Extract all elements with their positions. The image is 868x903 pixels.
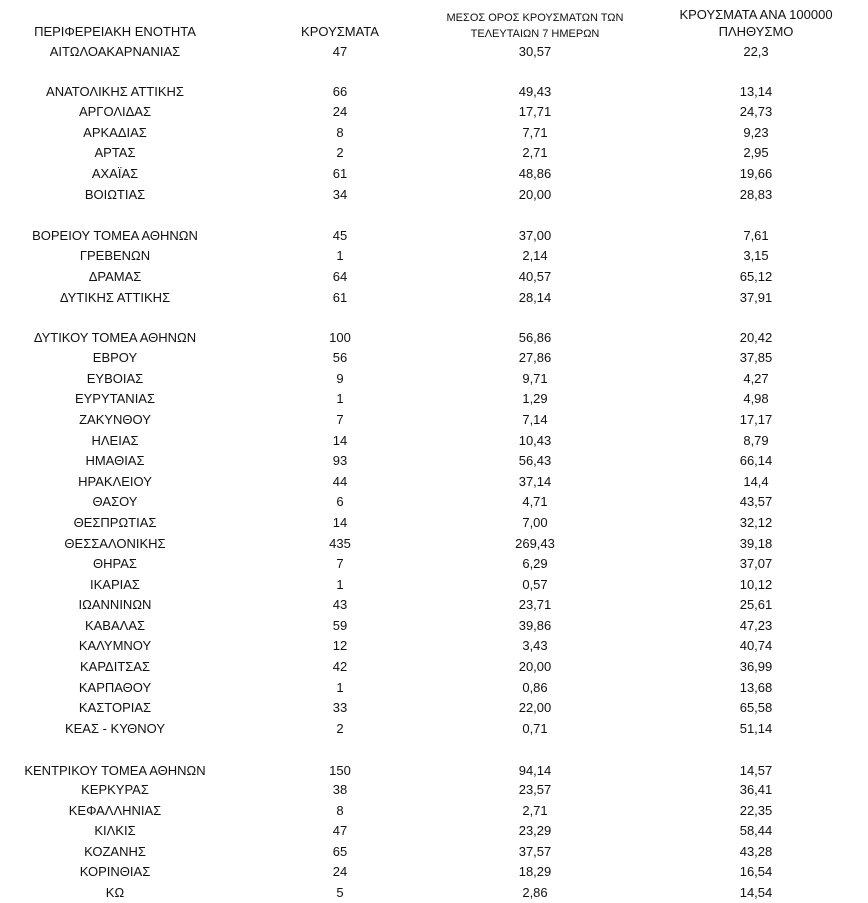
cell-region: ΚΑΛΥΜΝΟΥ — [78, 638, 152, 653]
cell-region: ΒΟΙΩΤΙΑΣ — [84, 187, 146, 202]
cell-cases: 34 — [332, 187, 348, 202]
cell-per: 13,14 — [739, 84, 773, 99]
table-row — [0, 348, 868, 368]
cell-cases: 150 — [329, 763, 351, 778]
table-row — [0, 719, 868, 739]
cell-cases: 1 — [336, 680, 344, 695]
cell-region: ΙΚΑΡΙΑΣ — [90, 577, 140, 592]
cell-cases: 24 — [332, 104, 348, 119]
cell-cases: 59 — [332, 618, 348, 633]
cell-per: 47,23 — [739, 618, 773, 633]
cell-per: 10,12 — [739, 577, 773, 592]
cell-avg: 23,29 — [518, 823, 552, 838]
table-row — [0, 534, 868, 554]
cell-per: 65,58 — [739, 700, 773, 715]
cell-avg: 48,86 — [518, 166, 552, 181]
cell-avg: 269,43 — [515, 536, 555, 551]
cell-region: ΚΕΑΣ - ΚΥΘΝΟΥ — [64, 721, 166, 736]
cell-cases: 8 — [336, 803, 344, 818]
cell-avg: 22,00 — [518, 700, 552, 715]
cell-cases: 1 — [336, 248, 344, 263]
cell-per: 39,18 — [739, 536, 773, 551]
cell-region: ΑΝΑΤΟΛΙΚΗΣ ΑΤΤΙΚΗΣ — [46, 84, 184, 99]
cell-avg: 0,57 — [522, 577, 548, 592]
cell-region: ΚΑΒΑΛΑΣ — [84, 618, 146, 633]
cell-cases: 14 — [332, 515, 348, 530]
cell-avg: 28,14 — [518, 290, 552, 305]
cell-avg: 27,86 — [518, 350, 552, 365]
cell-cases: 2 — [336, 721, 344, 736]
cell-cases: 14 — [332, 433, 348, 448]
table-row — [0, 616, 868, 636]
cell-avg: 23,57 — [518, 782, 552, 797]
cell-avg: 17,71 — [518, 104, 552, 119]
header-avg-line1: ΜΕΣΟΣ ΟΡΟΣ ΚΡΟΥΣΜΑΤΩΝ ΤΩΝ — [446, 12, 624, 24]
cell-region: ΗΜΑΘΙΑΣ — [85, 453, 145, 468]
table-row — [0, 123, 868, 143]
header-per-line1: ΚΡΟΥΣΜΑΤΑ ΑΝΑ 100000 — [679, 7, 833, 22]
cell-cases: 33 — [332, 700, 348, 715]
cell-per: 43,28 — [739, 844, 773, 859]
cell-avg: 94,14 — [518, 763, 552, 778]
cell-region: ΚΙΛΚΙΣ — [94, 823, 136, 838]
cell-per: 37,07 — [739, 556, 773, 571]
cell-region: ΗΡΑΚΛΕΙΟΥ — [78, 474, 152, 489]
table-row — [0, 554, 868, 574]
table-row — [0, 678, 868, 698]
table-row — [0, 821, 868, 841]
cell-cases: 64 — [332, 269, 348, 284]
table-row — [0, 164, 868, 184]
table-row — [0, 226, 868, 246]
cell-region: ΕΥΡΥΤΑΝΙΑΣ — [74, 391, 156, 406]
cell-avg: 20,00 — [518, 187, 552, 202]
table-row — [0, 143, 868, 163]
header-per-line2: ΠΛΗΘΥΣΜΟ — [718, 24, 794, 39]
table-row — [0, 389, 868, 409]
table-row — [0, 246, 868, 266]
cell-per: 3,15 — [743, 248, 769, 263]
cell-avg: 2,71 — [522, 145, 548, 160]
table-row — [0, 369, 868, 389]
cell-region: ΚΕΦΑΛΛΗΝΙΑΣ — [68, 803, 162, 818]
cell-region: ΔΥΤΙΚΗΣ ΑΤΤΙΚΗΣ — [59, 290, 171, 305]
cell-region: ΑΙΤΩΛΟΑΚΑΡΝΑΝΙΑΣ — [49, 44, 181, 59]
cell-cases: 93 — [332, 453, 348, 468]
cell-per: 4,27 — [743, 371, 769, 386]
cell-per: 13,68 — [739, 680, 773, 695]
cell-per: 14,57 — [739, 763, 773, 778]
cell-region: ΘΗΡΑΣ — [93, 556, 137, 571]
cell-avg: 2,71 — [522, 803, 548, 818]
cell-per: 14,4 — [743, 474, 769, 489]
cell-avg: 0,86 — [522, 680, 548, 695]
cell-cases: 435 — [329, 536, 351, 551]
cell-region: ΑΡΓΟΛΙΔΑΣ — [78, 104, 152, 119]
table-row — [0, 410, 868, 430]
header-avg-line2: ΤΕΛΕΥΤΑΙΩΝ 7 ΗΜΕΡΩΝ — [470, 28, 600, 40]
cell-cases: 12 — [332, 638, 348, 653]
cell-per: 8,79 — [743, 433, 769, 448]
cell-per: 37,91 — [739, 290, 773, 305]
table-row — [0, 185, 868, 205]
cell-avg: 40,57 — [518, 269, 552, 284]
table-row — [0, 595, 868, 615]
cell-avg: 56,86 — [518, 330, 552, 345]
table-row — [0, 42, 868, 62]
cell-cases: 7 — [336, 556, 344, 571]
cell-avg: 3,43 — [522, 638, 548, 653]
cell-avg: 2,14 — [522, 248, 548, 263]
cell-per: 58,44 — [739, 823, 773, 838]
table-row — [0, 575, 868, 595]
cell-region: ΘΕΣΠΡΩΤΙΑΣ — [73, 515, 157, 530]
table-row — [0, 657, 868, 677]
cell-region: ΒΟΡΕΙΟΥ ΤΟΜΕΑ ΑΘΗΝΩΝ — [32, 228, 198, 243]
cell-avg: 20,00 — [518, 659, 552, 674]
table-row — [0, 862, 868, 882]
cell-region: ΘΑΣΟΥ — [92, 494, 138, 509]
cell-region: ΚΑΡΔΙΤΣΑΣ — [79, 659, 151, 674]
table-row — [0, 761, 868, 781]
table-row — [0, 328, 868, 348]
cell-per: 37,85 — [739, 350, 773, 365]
cell-cases: 61 — [332, 290, 348, 305]
cell-cases: 9 — [336, 371, 344, 386]
cell-region: ΚΕΡΚΥΡΑΣ — [81, 782, 149, 797]
cell-avg: 4,71 — [522, 494, 548, 509]
cell-region: ΓΡΕΒΕΝΩΝ — [79, 248, 151, 263]
cell-cases: 65 — [332, 844, 348, 859]
table-row — [0, 492, 868, 512]
cell-avg: 37,00 — [518, 228, 552, 243]
cell-cases: 47 — [332, 44, 348, 59]
cell-per: 28,83 — [739, 187, 773, 202]
cell-region: ΑΡΤΑΣ — [94, 145, 136, 160]
cell-cases: 45 — [332, 228, 348, 243]
cell-cases: 1 — [336, 577, 344, 592]
cell-avg: 10,43 — [518, 433, 552, 448]
cell-avg: 37,57 — [518, 844, 552, 859]
cell-per: 36,41 — [739, 782, 773, 797]
cell-region: ΚΟΖΑΝΗΣ — [84, 844, 146, 859]
table-row — [0, 698, 868, 718]
cell-cases: 100 — [329, 330, 351, 345]
cell-per: 7,61 — [743, 228, 769, 243]
cell-cases: 56 — [332, 350, 348, 365]
cell-avg: 2,86 — [522, 885, 548, 900]
cell-avg: 23,71 — [518, 597, 552, 612]
table-row — [0, 780, 868, 800]
cell-region: ΑΡΚΑΔΙΑΣ — [83, 125, 147, 140]
cell-per: 36,99 — [739, 659, 773, 674]
cell-cases: 61 — [332, 166, 348, 181]
cell-region: ΗΛΕΙΑΣ — [91, 433, 139, 448]
cell-avg: 18,29 — [518, 864, 552, 879]
header-region: ΠΕΡΙΦΕΡΕΙΑΚΗ ΕΝΟΤΗΤΑ — [34, 24, 196, 39]
cell-region: ΙΩΑΝΝΙΝΩΝ — [78, 597, 152, 612]
cell-cases: 5 — [336, 885, 344, 900]
cell-per: 22,3 — [743, 44, 769, 59]
cell-per: 66,14 — [739, 453, 773, 468]
cell-avg: 1,29 — [522, 391, 548, 406]
cell-per: 19,66 — [739, 166, 773, 181]
cell-avg: 49,43 — [518, 84, 552, 99]
cell-cases: 7 — [336, 412, 344, 427]
table-row — [0, 883, 868, 903]
cell-region: ΚΟΡΙΝΘΙΑΣ — [79, 864, 151, 879]
cell-region: ΖΑΚΥΝΘΟΥ — [79, 412, 151, 427]
table-row — [0, 288, 868, 308]
table-row — [0, 82, 868, 102]
cell-avg: 39,86 — [518, 618, 552, 633]
cell-per: 14,54 — [739, 885, 773, 900]
cell-per: 20,42 — [739, 330, 773, 345]
cell-avg: 56,43 — [518, 453, 552, 468]
table-row — [0, 513, 868, 533]
table-row — [0, 451, 868, 471]
cell-region: ΘΕΣΣΑΛΟΝΙΚΗΣ — [64, 536, 166, 551]
cell-avg: 7,71 — [522, 125, 548, 140]
cell-per: 25,61 — [739, 597, 773, 612]
table-row — [0, 267, 868, 287]
cell-per: 43,57 — [739, 494, 773, 509]
cell-avg: 7,00 — [522, 515, 548, 530]
cell-cases: 42 — [332, 659, 348, 674]
table-row — [0, 801, 868, 821]
cell-cases: 2 — [336, 145, 344, 160]
cell-region: ΔΡΑΜΑΣ — [88, 269, 142, 284]
cell-cases: 6 — [336, 494, 344, 509]
cell-region: ΕΒΡΟΥ — [92, 350, 138, 365]
table-row — [0, 472, 868, 492]
cell-per: 9,23 — [743, 125, 769, 140]
cell-region: ΑΧΑΪΑΣ — [91, 166, 139, 181]
cell-region: ΕΥΒΟΙΑΣ — [86, 371, 144, 386]
cell-per: 51,14 — [739, 721, 773, 736]
cell-region: ΔΥΤΙΚΟΥ ΤΟΜΕΑ ΑΘΗΝΩΝ — [33, 330, 197, 345]
cell-region: ΚΑΡΠΑΘΟΥ — [78, 680, 152, 695]
cell-cases: 38 — [332, 782, 348, 797]
cell-per: 2,95 — [743, 145, 769, 160]
cell-cases: 44 — [332, 474, 348, 489]
cell-per: 65,12 — [739, 269, 773, 284]
table-row — [0, 636, 868, 656]
cell-cases: 43 — [332, 597, 348, 612]
cell-per: 4,98 — [743, 391, 769, 406]
cell-per: 17,17 — [739, 412, 773, 427]
cell-avg: 9,71 — [522, 371, 548, 386]
cell-region: ΚΕΝΤΡΙΚΟΥ ΤΟΜΕΑ ΑΘΗΝΩΝ — [24, 763, 206, 778]
cell-region: ΚΩ — [105, 885, 125, 900]
header-cases: ΚΡΟΥΣΜΑΤΑ — [301, 24, 379, 39]
cell-per: 24,73 — [739, 104, 773, 119]
cell-per: 22,35 — [739, 803, 773, 818]
cell-avg: 30,57 — [518, 44, 552, 59]
cell-cases: 24 — [332, 864, 348, 879]
table-row — [0, 842, 868, 862]
cell-cases: 66 — [332, 84, 348, 99]
cell-cases: 1 — [336, 391, 344, 406]
cell-cases: 8 — [336, 125, 344, 140]
table-row — [0, 102, 868, 122]
cell-avg: 6,29 — [522, 556, 548, 571]
cell-avg: 0,71 — [522, 721, 548, 736]
cell-avg: 7,14 — [522, 412, 548, 427]
cell-region: ΚΑΣΤΟΡΙΑΣ — [78, 700, 152, 715]
cell-per: 32,12 — [739, 515, 773, 530]
cell-cases: 47 — [332, 823, 348, 838]
cell-avg: 37,14 — [518, 474, 552, 489]
table-row — [0, 431, 868, 451]
cell-per: 16,54 — [739, 864, 773, 879]
cell-per: 40,74 — [739, 638, 773, 653]
